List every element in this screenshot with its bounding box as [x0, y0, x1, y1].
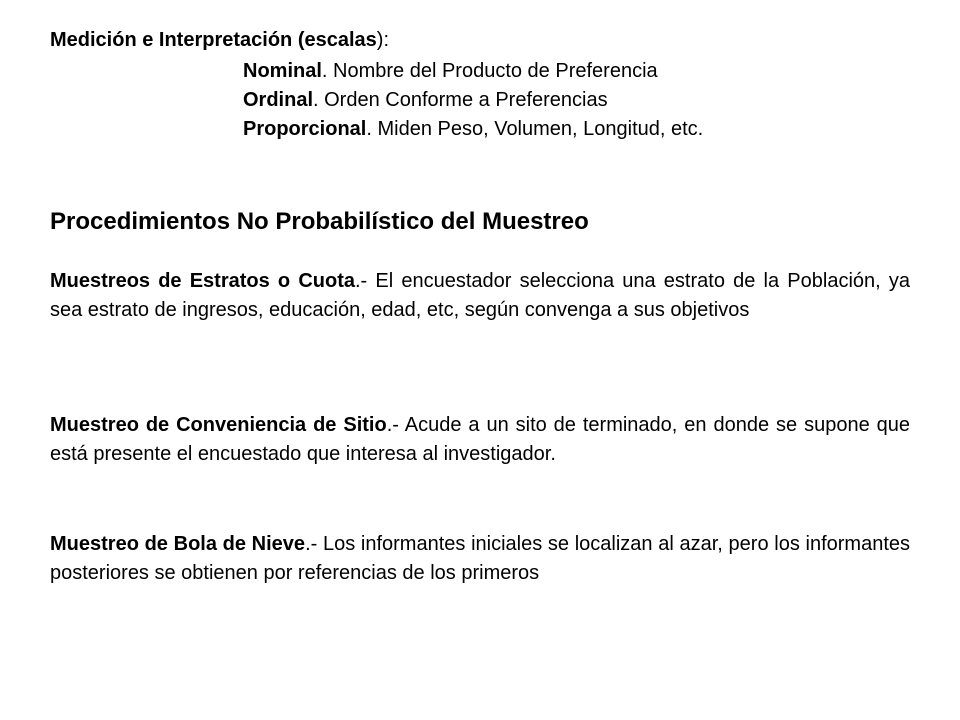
scale-desc: . Orden Conforme a Preferencias — [313, 89, 608, 111]
procedure-paragraph-quota — [50, 267, 910, 325]
measurement-title-rest: ): — [376, 29, 389, 51]
scale-desc: . Nombre del Producto de Preferencia — [321, 60, 658, 82]
scale-item-nominal — [243, 57, 923, 86]
procedure-text: .- Acude a un sito de terminado, en donde se supone que está presente el encuestado que interesa al investigador. — [50, 414, 910, 465]
procedures-heading: Procedimientos No Probabilístico del Muestreo — [50, 208, 589, 235]
measurement-title — [50, 27, 910, 54]
procedure-term: Muestreo de Bola de Nieve — [50, 533, 306, 555]
procedure-term: Muestreo de Conveniencia de Sitio — [50, 414, 387, 436]
scale-list — [243, 57, 923, 144]
measurement-title-bold-b: escalas — [304, 29, 377, 51]
procedure-paragraph-snowball — [50, 530, 910, 588]
scale-desc: . Miden Peso, Volumen, Longitud, etc. — [366, 118, 704, 140]
procedure-term: Muestreos de Estratos o Cuota — [50, 270, 355, 292]
scale-item-ordinal — [243, 86, 923, 115]
procedure-text: .- Los informantes iniciales se localizan al azar, pero los informantes posteriores se obtienen por referencias de los primeros — [50, 533, 911, 584]
scale-term: Ordinal — [243, 89, 314, 111]
procedure-paragraph-convenience — [50, 411, 910, 469]
measurement-title-bold-a: Medición e Interpretación ( — [50, 29, 305, 51]
scale-item-proporcional — [243, 115, 923, 144]
scale-term: Proporcional — [243, 118, 367, 140]
scale-term: Nominal — [243, 60, 322, 82]
procedure-text: .- El encuestador selecciona una estrato de la Población, ya sea estrato de ingresos, educación, edad, etc, según convenga a sus objetivos — [50, 270, 910, 321]
